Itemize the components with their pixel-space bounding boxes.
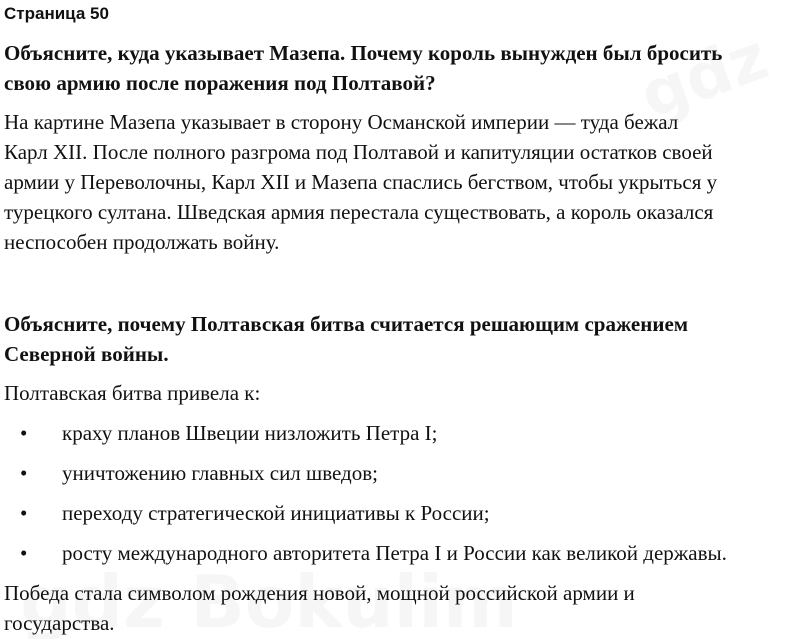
question-1-title [4, 38, 796, 98]
bullet-icon: • [20, 461, 28, 485]
list-item [0, 418, 800, 458]
bullet-icon: • [20, 541, 28, 565]
question-1-title-line: Объясните, куда указывает Мазепа. Почему король вынужден был бросить [4, 41, 723, 65]
bullet-icon: • [20, 501, 28, 525]
answer-1-line: Карл XII. После полного разгрома под Полтавой и капитуляции остатков своей [4, 140, 713, 164]
conclusion-line: Победа стала символом рождения новой, мощной российской армии и [4, 581, 635, 605]
conclusion-line: государства. [4, 611, 115, 635]
list-item [0, 498, 800, 538]
question-2-intro: Полтавская битва привела к: [4, 381, 261, 405]
question-2-title-line: Объясните, почему Полтавская битва считается решающим сражением [4, 312, 689, 336]
list-item-text: уничтожению главных сил шведов; [62, 461, 378, 485]
page-label: Страница 50 [4, 4, 109, 23]
list-item-text: росту международного авторитета Петра I и России как великой державы. [62, 541, 727, 565]
consequences-list [0, 418, 800, 578]
list-item [0, 538, 800, 578]
question-1-title-line: свою армию после поражения под Полтавой? [4, 71, 436, 95]
answer-1-line: турецкого султана. Шведская армия перестала существовать, а король оказался [4, 200, 714, 224]
list-item [0, 458, 800, 498]
list-item-text: краху планов Швеции низложить Петра I; [62, 421, 438, 445]
answer-1-line: На картине Мазепа указывает в сторону Османской империи — туда бежал [4, 110, 679, 134]
bullet-icon: • [20, 421, 28, 445]
question-2-title-line: Северной войны. [4, 342, 169, 366]
question-1-answer [4, 107, 796, 257]
question-2-conclusion [4, 578, 724, 638]
question-2-title [4, 309, 796, 369]
answer-1-line: неспособен продолжать войну. [4, 230, 280, 254]
answer-1-line: армии у Переволочны, Карл XII и Мазепа спаслись бегством, чтобы укрыться у [4, 170, 718, 194]
list-item-text: переходу стратегической инициативы к России; [62, 501, 490, 525]
